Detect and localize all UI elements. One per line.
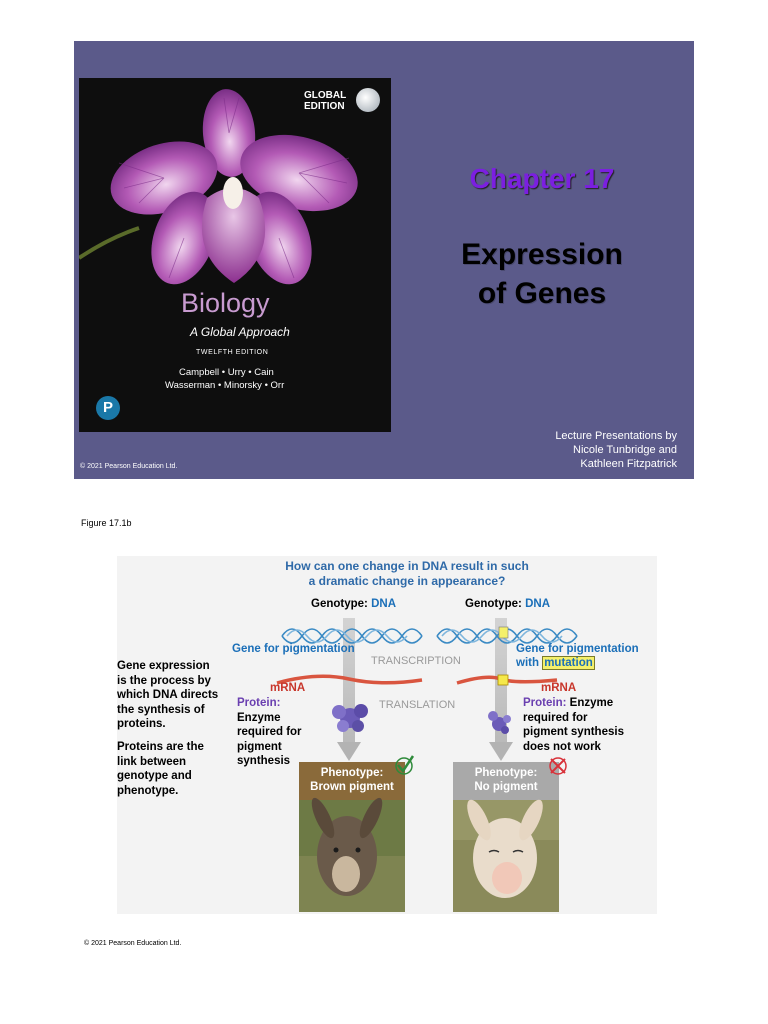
left-arrow-head [337,742,361,761]
side-text-line: proteins. [117,718,166,730]
protein-label: Protein: [523,697,567,709]
brown-donkey-photo [299,795,405,912]
title-slide [74,41,694,479]
book-cover [79,78,391,432]
phenotype-line: Brown pigment [310,781,394,793]
genotype-label-left [311,598,396,610]
credit-line: Lecture Presentations by [555,430,677,442]
phenotype-line: Phenotype: [474,767,538,779]
chapter-heading: Chapter 17 [469,163,615,194]
question-line: How can one change in DNA result in such [285,559,529,573]
side-text-proteins [117,740,204,798]
cover-authors [165,366,284,392]
protein-desc-line: does not work [523,740,601,753]
figure-diagram [117,556,657,914]
globe-icon [356,88,380,112]
phenotype-label-right [453,766,559,794]
mutation-highlight: mutation [544,657,593,669]
protein-desc-line: pigment synthesis [523,726,624,738]
chapter-title-line: of Genes [477,277,607,310]
protein-label: Protein: [237,697,281,709]
side-text-line: genotype and [117,770,192,782]
phenotype-line: Phenotype: [320,767,384,779]
translation-label: TRANSLATION [379,699,456,711]
genotype-label-right [465,598,550,610]
protein-desc-right [523,696,624,754]
edition-badge-line: GLOBAL [304,90,347,101]
protein-desc-line: Enzyme [569,697,614,709]
protein-desc-line: required for [523,711,588,724]
transcription-label: TRANSCRIPTION [371,655,461,667]
protein-desc-line: Enzyme [237,711,281,724]
right-arrow-head [489,742,513,761]
protein-blob-left [332,704,368,732]
dna-mutation-marker [499,627,508,638]
mrna-mutation-marker [498,675,508,685]
credit-line: Nicole Tunbridge and [573,444,677,456]
phenotype-line: No pigment [474,781,538,793]
protein-desc-left [237,696,302,769]
cover-author-line: Campbell • Urry • Cain [179,367,274,378]
chapter-title [434,235,650,313]
gene-label-right-line: Gene for pigmentation [516,643,639,655]
side-text-line: the synthesis of [117,703,205,716]
genotype-word: Genotype: [311,598,368,610]
side-text-line: phenotype. [117,784,179,797]
chapter-title-line: Expression [461,238,623,271]
gene-label-left: Gene for pigmentation [232,643,355,655]
side-text-gene-expression [117,659,218,732]
cover-author-line: Wasserman • Minorsky • Orr [165,380,285,391]
protein-desc-line: synthesis [237,755,291,767]
edition-badge [304,90,346,112]
protein-desc-line: pigment [237,740,282,753]
cover-subtitle: A Global Approach [190,325,290,339]
figure-question [257,559,557,589]
mrna-label-right: mRNA [541,682,577,694]
mrna-label-left: mRNA [270,682,306,694]
side-text-line: link between [117,755,187,768]
slide2-copyright: © 2021 Pearson Education Ltd. [84,940,182,947]
edition-badge-line: EDITION [304,101,345,112]
lecture-credits [555,429,677,471]
white-donkey-photo [453,797,559,912]
cover-title: Biology [181,288,270,318]
genotype-value: DNA [371,598,396,610]
side-text-line: which DNA directs [117,689,219,701]
pearson-logo: P [96,396,120,420]
figure-label: Figure 17.1b [81,518,132,528]
phenotype-label-left [299,766,405,794]
slide1-copyright: © 2021 Pearson Education Ltd. [80,463,178,470]
genotype-value: DNA [525,598,550,610]
side-text-line: is the process by [117,674,211,687]
credit-line: Kathleen Fitzpatrick [580,458,677,470]
gene-label-right [516,642,639,670]
side-text-line: Proteins are the [117,741,204,753]
protein-desc-line: required for [237,726,302,738]
gene-label-with: with [516,657,539,669]
question-line: a dramatic change in appearance? [308,574,506,588]
genotype-word: Genotype: [465,598,522,610]
side-text-line: Gene expression [117,660,210,672]
cover-edition: TWELFTH EDITION [196,349,269,356]
